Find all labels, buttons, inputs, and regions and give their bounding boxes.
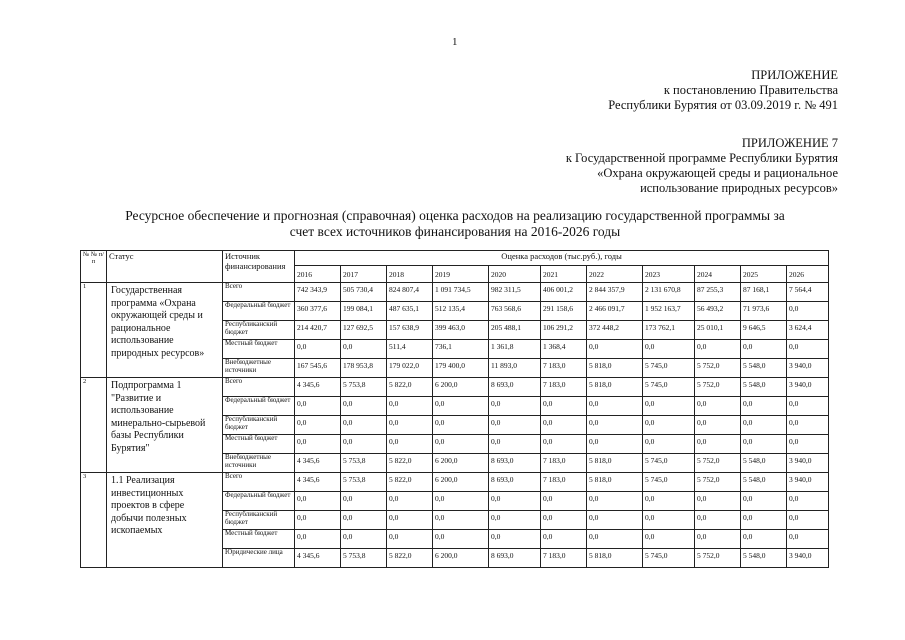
header-estimate: Оценка расходов (тыс.руб.), годы (295, 251, 829, 266)
header-status: Статус (107, 251, 223, 283)
amount-cell: 0,0 (587, 530, 643, 549)
amount-cell: 71 973,6 (741, 302, 787, 321)
amount-cell: 7 183,0 (541, 473, 587, 492)
year-header: 2025 (741, 266, 787, 283)
amount-cell: 173 762,1 (643, 321, 695, 340)
amount-cell: 0,0 (295, 530, 341, 549)
year-header: 2019 (433, 266, 489, 283)
funding-source: Местный бюджет (223, 530, 295, 549)
year-header: 2020 (489, 266, 541, 283)
amount-cell: 0,0 (643, 397, 695, 416)
amount-cell: 0,0 (695, 397, 741, 416)
amount-cell: 0,0 (433, 435, 489, 454)
amount-cell: 56 493,2 (695, 302, 741, 321)
amount-cell: 179 400,0 (433, 359, 489, 378)
amount-cell: 3 940,0 (787, 378, 829, 397)
amount-cell: 5 753,8 (341, 549, 387, 568)
amount-cell: 8 693,0 (489, 473, 541, 492)
program-status: Государственная программа «Охрана окружающей среды и рациональное использование природных ресурсов» (107, 283, 223, 378)
amount-cell: 0,0 (489, 416, 541, 435)
amount-cell: 5 548,0 (741, 378, 787, 397)
amount-cell: 3 940,0 (787, 454, 829, 473)
amount-cell: 0,0 (541, 416, 587, 435)
amount-cell: 0,0 (295, 511, 341, 530)
amount-cell: 106 291,2 (541, 321, 587, 340)
amount-cell: 5 752,0 (695, 454, 741, 473)
funding-source: Федеральный бюджет (223, 302, 295, 321)
document-title-line: Ресурсное обеспечение и прогнозная (справочная) оценка расходов на реализацию государственной программы за (125, 208, 785, 223)
amount-cell: 0,0 (741, 416, 787, 435)
amount-cell: 0,0 (587, 416, 643, 435)
amount-cell: 179 022,0 (387, 359, 433, 378)
year-header: 2017 (341, 266, 387, 283)
year-header: 2022 (587, 266, 643, 283)
amount-cell: 0,0 (643, 511, 695, 530)
amount-cell: 5 818,0 (587, 378, 643, 397)
amount-cell: 3 624,4 (787, 321, 829, 340)
amount-cell: 360 377,6 (295, 302, 341, 321)
amount-cell: 0,0 (643, 530, 695, 549)
amount-cell: 2 466 091,7 (587, 302, 643, 321)
amount-cell: 0,0 (489, 492, 541, 511)
amount-cell: 763 568,6 (489, 302, 541, 321)
table-row (81, 378, 829, 397)
amount-cell: 0,0 (489, 511, 541, 530)
program-status: 1.1 Реализация инвестиционных проектов в сфере добычи полезных ископаемых (107, 473, 223, 568)
appendix7-line: использование природных ресурсов» (640, 181, 838, 195)
amount-cell: 0,0 (387, 435, 433, 454)
amount-cell: 87 168,1 (741, 283, 787, 302)
amount-cell: 0,0 (695, 530, 741, 549)
amount-cell: 0,0 (587, 492, 643, 511)
amount-cell: 0,0 (387, 530, 433, 549)
appendix-title: ПРИЛОЖЕНИЕ (751, 68, 838, 82)
amount-cell: 6 200,0 (433, 454, 489, 473)
amount-cell: 0,0 (387, 492, 433, 511)
funding-source: Всего (223, 378, 295, 397)
program-status: Подпрограмма 1 "Развитие и использование минерально-сырьевой базы Республики Бурятия" (107, 378, 223, 473)
amount-cell: 5 752,0 (695, 549, 741, 568)
amount-cell: 824 807,4 (387, 283, 433, 302)
amount-cell: 0,0 (433, 530, 489, 549)
amount-cell: 0,0 (341, 530, 387, 549)
amount-cell: 5 745,0 (643, 359, 695, 378)
amount-cell: 0,0 (787, 492, 829, 511)
amount-cell: 0,0 (741, 340, 787, 359)
amount-cell: 0,0 (741, 435, 787, 454)
amount-cell: 0,0 (541, 435, 587, 454)
amount-cell: 5 548,0 (741, 359, 787, 378)
amount-cell: 0,0 (541, 492, 587, 511)
appendix-line: к постановлению Правительства (663, 83, 838, 97)
amount-cell: 5 822,0 (387, 473, 433, 492)
amount-cell: 5 818,0 (587, 473, 643, 492)
amount-cell: 372 448,2 (587, 321, 643, 340)
amount-cell: 0,0 (695, 435, 741, 454)
amount-cell: 5 822,0 (387, 378, 433, 397)
amount-cell: 7 183,0 (541, 454, 587, 473)
row-number: 2 (81, 378, 107, 473)
amount-cell: 214 420,7 (295, 321, 341, 340)
amount-cell: 0,0 (341, 492, 387, 511)
funding-source: Внебюджетные источники (223, 359, 295, 378)
table-body (81, 283, 829, 568)
amount-cell: 6 200,0 (433, 473, 489, 492)
amount-cell: 512 135,4 (433, 302, 489, 321)
amount-cell: 4 345,6 (295, 454, 341, 473)
amount-cell: 0,0 (643, 416, 695, 435)
table-row (81, 473, 829, 492)
amount-cell: 0,0 (587, 435, 643, 454)
amount-cell: 511,4 (387, 340, 433, 359)
amount-cell: 0,0 (643, 340, 695, 359)
amount-cell: 3 940,0 (787, 549, 829, 568)
appendix7-line: «Охрана окружающей среды и рациональное (597, 166, 838, 180)
amount-cell: 0,0 (587, 397, 643, 416)
amount-cell: 0,0 (489, 435, 541, 454)
amount-cell: 0,0 (695, 340, 741, 359)
amount-cell: 0,0 (741, 530, 787, 549)
amount-cell: 5 548,0 (741, 454, 787, 473)
row-number: 3 (81, 473, 107, 568)
amount-cell: 0,0 (695, 511, 741, 530)
amount-cell: 0,0 (387, 397, 433, 416)
amount-cell: 5 745,0 (643, 454, 695, 473)
amount-cell: 9 646,5 (741, 321, 787, 340)
amount-cell: 0,0 (341, 397, 387, 416)
funding-source: Всего (223, 283, 295, 302)
amount-cell: 5 822,0 (387, 454, 433, 473)
amount-cell: 0,0 (295, 435, 341, 454)
amount-cell: 4 345,6 (295, 549, 341, 568)
funding-source: Федеральный бюджет (223, 397, 295, 416)
amount-cell: 2 844 357,9 (587, 283, 643, 302)
amount-cell: 982 311,5 (489, 283, 541, 302)
amount-cell: 0,0 (695, 492, 741, 511)
amount-cell: 5 752,0 (695, 473, 741, 492)
amount-cell: 8 693,0 (489, 378, 541, 397)
amount-cell: 5 745,0 (643, 473, 695, 492)
amount-cell: 157 638,9 (387, 321, 433, 340)
amount-cell: 0,0 (433, 511, 489, 530)
funding-source: Всего (223, 473, 295, 492)
year-header: 2016 (295, 266, 341, 283)
year-header: 2024 (695, 266, 741, 283)
amount-cell: 0,0 (643, 492, 695, 511)
amount-cell: 0,0 (695, 416, 741, 435)
appendix-header (608, 68, 838, 113)
amount-cell: 0,0 (341, 435, 387, 454)
amount-cell: 3 940,0 (787, 473, 829, 492)
amount-cell: 5 822,0 (387, 549, 433, 568)
year-header: 2018 (387, 266, 433, 283)
amount-cell: 5 818,0 (587, 549, 643, 568)
year-header: 2023 (643, 266, 695, 283)
amount-cell: 406 001,2 (541, 283, 587, 302)
funding-source: Юридические лица (223, 549, 295, 568)
amount-cell: 3 940,0 (787, 359, 829, 378)
funding-source: Республиканский бюджет (223, 416, 295, 435)
amount-cell: 199 084,1 (341, 302, 387, 321)
amount-cell: 0,0 (787, 511, 829, 530)
amount-cell: 0,0 (295, 340, 341, 359)
amount-cell: 5 753,8 (341, 473, 387, 492)
amount-cell: 0,0 (741, 492, 787, 511)
amount-cell: 2 131 670,8 (643, 283, 695, 302)
amount-cell: 0,0 (489, 397, 541, 416)
amount-cell: 0,0 (341, 416, 387, 435)
funding-source: Федеральный бюджет (223, 492, 295, 511)
amount-cell: 0,0 (787, 397, 829, 416)
amount-cell: 5 752,0 (695, 378, 741, 397)
amount-cell: 742 343,9 (295, 283, 341, 302)
amount-cell: 0,0 (541, 511, 587, 530)
amount-cell: 1 361,8 (489, 340, 541, 359)
table-row (81, 283, 829, 302)
amount-cell: 0,0 (433, 397, 489, 416)
amount-cell: 0,0 (787, 530, 829, 549)
amount-cell: 399 463,0 (433, 321, 489, 340)
amount-cell: 7 183,0 (541, 359, 587, 378)
amount-cell: 0,0 (787, 435, 829, 454)
document-title (70, 208, 840, 240)
amount-cell: 0,0 (787, 340, 829, 359)
amount-cell: 5 745,0 (643, 378, 695, 397)
amount-cell: 0,0 (489, 530, 541, 549)
amount-cell: 1 368,4 (541, 340, 587, 359)
amount-cell: 0,0 (741, 397, 787, 416)
amount-cell: 0,0 (387, 416, 433, 435)
amount-cell: 0,0 (433, 416, 489, 435)
amount-cell: 4 345,6 (295, 378, 341, 397)
amount-cell: 0,0 (787, 302, 829, 321)
page-number: 1 (452, 36, 458, 48)
funding-source: Республиканский бюджет (223, 321, 295, 340)
amount-cell: 5 753,8 (341, 454, 387, 473)
amount-cell: 205 488,1 (489, 321, 541, 340)
amount-cell: 736,1 (433, 340, 489, 359)
amount-cell: 87 255,3 (695, 283, 741, 302)
amount-cell: 0,0 (587, 340, 643, 359)
year-header: 2021 (541, 266, 587, 283)
header-source: Источник финансирования (223, 251, 295, 283)
amount-cell: 5 548,0 (741, 549, 787, 568)
amount-cell: 5 745,0 (643, 549, 695, 568)
amount-cell: 5 752,0 (695, 359, 741, 378)
amount-cell: 0,0 (587, 511, 643, 530)
amount-cell: 11 893,0 (489, 359, 541, 378)
amount-cell: 7 564,4 (787, 283, 829, 302)
amount-cell: 0,0 (295, 416, 341, 435)
amount-cell: 487 635,1 (387, 302, 433, 321)
funding-source: Республиканский бюджет (223, 511, 295, 530)
header-num: № № п/п (81, 251, 107, 283)
amount-cell: 505 730,4 (341, 283, 387, 302)
amount-cell: 167 545,6 (295, 359, 341, 378)
amount-cell: 127 692,5 (341, 321, 387, 340)
amount-cell: 0,0 (433, 492, 489, 511)
amount-cell: 0,0 (295, 492, 341, 511)
amount-cell: 6 200,0 (433, 378, 489, 397)
amount-cell: 178 953,8 (341, 359, 387, 378)
appendix7-title: ПРИЛОЖЕНИЕ 7 (741, 136, 838, 150)
amount-cell: 7 183,0 (541, 549, 587, 568)
appendix7-line: к Государственной программе Республики Бурятия (565, 151, 838, 165)
year-header: 2026 (787, 266, 829, 283)
amount-cell: 5 548,0 (741, 473, 787, 492)
amount-cell: 8 693,0 (489, 454, 541, 473)
amount-cell: 6 200,0 (433, 549, 489, 568)
amount-cell: 0,0 (643, 435, 695, 454)
amount-cell: 0,0 (541, 397, 587, 416)
amount-cell: 0,0 (387, 511, 433, 530)
amount-cell: 7 183,0 (541, 378, 587, 397)
amount-cell: 25 010,1 (695, 321, 741, 340)
amount-cell: 0,0 (541, 530, 587, 549)
document-title-line: счет всех источников финансирования на 2016-2026 годы (289, 224, 621, 239)
amount-cell: 5 818,0 (587, 454, 643, 473)
amount-cell: 0,0 (787, 416, 829, 435)
amount-cell: 0,0 (741, 511, 787, 530)
row-number: 1 (81, 283, 107, 378)
amount-cell: 5 753,8 (341, 378, 387, 397)
funding-source: Местный бюджет (223, 340, 295, 359)
funding-source: Внебюджетные источники (223, 454, 295, 473)
amount-cell: 0,0 (341, 511, 387, 530)
amount-cell: 1 091 734,5 (433, 283, 489, 302)
amount-cell: 4 345,6 (295, 473, 341, 492)
funding-table (80, 250, 829, 568)
amount-cell: 0,0 (341, 340, 387, 359)
amount-cell: 5 818,0 (587, 359, 643, 378)
amount-cell: 8 693,0 (489, 549, 541, 568)
amount-cell: 291 158,6 (541, 302, 587, 321)
amount-cell: 1 952 163,7 (643, 302, 695, 321)
appendix-line: Республики Бурятия от 03.09.2019 г. № 491 (608, 98, 838, 112)
amount-cell: 0,0 (295, 397, 341, 416)
funding-source: Местный бюджет (223, 435, 295, 454)
appendix7-header (566, 136, 838, 196)
